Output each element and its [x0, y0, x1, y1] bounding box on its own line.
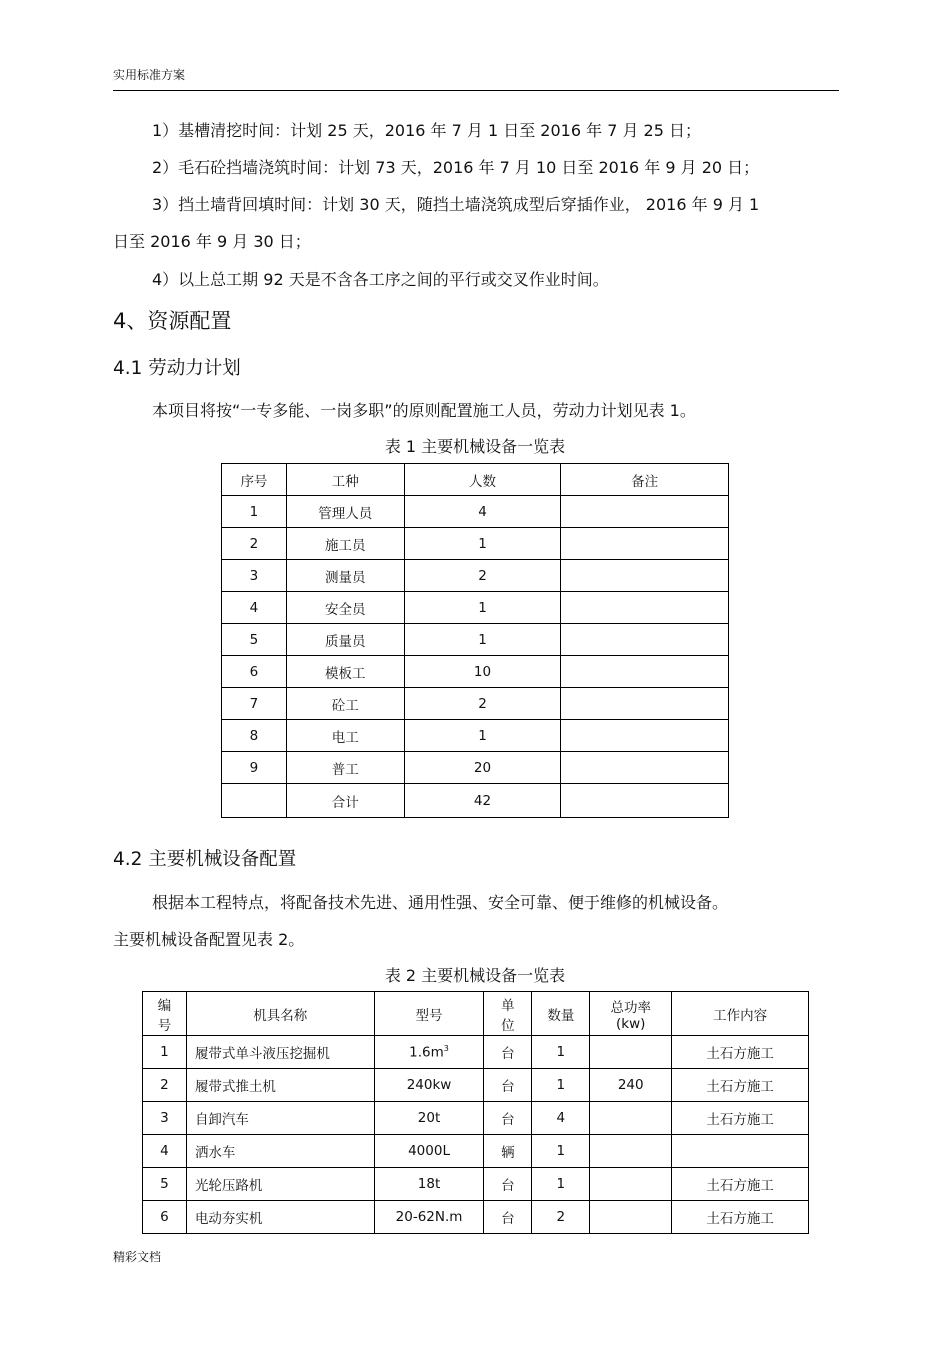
table-total-row	[222, 784, 729, 818]
table-cell: 1	[143, 1036, 187, 1069]
table-cell: 自卸汽车	[186, 1102, 374, 1135]
table-cell: 5	[143, 1168, 187, 1201]
table-cell: 普工	[286, 752, 404, 784]
table-cell: 电动夯实机	[186, 1201, 374, 1234]
equipment-table	[142, 991, 809, 1234]
table-cell: 1	[532, 1168, 590, 1201]
table-cell	[590, 1201, 672, 1234]
table-cell: 20t	[374, 1102, 484, 1135]
table-cell: 240kw	[374, 1069, 484, 1102]
page-footer-text: 精彩文档	[113, 1250, 162, 1264]
table-cell: 土石方施工	[672, 1168, 809, 1201]
header-no-line-2: 号	[157, 1017, 172, 1034]
table-cell: 6	[143, 1201, 187, 1234]
equipment-intro-line-2: 主要机械设备配置见表 2。	[113, 930, 305, 949]
table-cell: 3	[143, 1102, 187, 1135]
table-header-row	[222, 464, 729, 496]
table-header-cell	[590, 992, 672, 1036]
header-unit-line-2: 位	[501, 1017, 515, 1034]
table-header-cell: 工作内容	[672, 992, 809, 1036]
equipment-intro-line-1: 根据本工程特点，将配备技术先进、通用性强、安全可靠、便于维修的机械设备。	[152, 893, 729, 912]
table-cell: 2	[532, 1201, 590, 1234]
table-cell: 土石方施工	[672, 1102, 809, 1135]
table-header-cell: 工种	[286, 464, 404, 496]
table-cell: 台	[484, 1201, 532, 1234]
table-cell: 7	[222, 688, 287, 720]
table-row	[143, 1069, 809, 1102]
table-row	[143, 1036, 809, 1069]
table-cell: 2	[404, 560, 561, 592]
table-row	[143, 1135, 809, 1168]
header-power-line-2: (kw)	[616, 1015, 646, 1032]
table-row	[222, 592, 729, 624]
table-cell	[561, 720, 729, 752]
table-row	[222, 656, 729, 688]
table-cell: 1	[404, 720, 561, 752]
table-header-cell: 数量	[532, 992, 590, 1036]
table-header-cell: 备注	[561, 464, 729, 496]
table-cell: 3	[222, 560, 287, 592]
table-cell: 4	[532, 1102, 590, 1135]
page-header-title: 实用标准方案	[113, 68, 186, 82]
table-header-row	[143, 992, 809, 1036]
model-superscript: 3	[443, 1043, 449, 1053]
table-cell	[561, 528, 729, 560]
table-cell: 6	[222, 656, 287, 688]
table-cell: 土石方施工	[672, 1036, 809, 1069]
table-cell	[561, 624, 729, 656]
table-cell: 240	[590, 1069, 672, 1102]
table-cell: 2	[222, 528, 287, 560]
table-cell	[374, 1036, 484, 1069]
table-cell: 辆	[484, 1135, 532, 1168]
table-cell: 测量员	[286, 560, 404, 592]
schedule-item-4: 4）以上总工期 92 天是不含各工序之间的平行或交叉作业时间。	[152, 270, 609, 289]
header-divider	[113, 90, 839, 91]
table-cell: 1	[532, 1036, 590, 1069]
table-cell: 10	[404, 656, 561, 688]
table-cell: 20	[404, 752, 561, 784]
table-row	[222, 720, 729, 752]
table-cell: 4000L	[374, 1135, 484, 1168]
table-row	[143, 1168, 809, 1201]
table-cell	[590, 1168, 672, 1201]
schedule-item-3: 3）挡土墙背回填时间：计划 30 天，随挡土墙浇筑成型后穿插作业， 2016 年 9 月 1	[152, 195, 760, 214]
table-cell: 台	[484, 1168, 532, 1201]
model-value: 1.6m	[409, 1044, 444, 1061]
table-cell: 20-62N.m	[374, 1201, 484, 1234]
table-cell: 8	[222, 720, 287, 752]
labor-plan-table	[221, 463, 729, 818]
table-row	[143, 1102, 809, 1135]
table-row	[143, 1201, 809, 1234]
table-row	[222, 560, 729, 592]
table-cell: 履带式单斗液压挖掘机	[186, 1036, 374, 1069]
table-1-caption: 表 1 主要机械设备一览表	[384, 437, 566, 456]
table-cell	[672, 1135, 809, 1168]
schedule-item-1: 1）基槽清挖时间：计划 25 天，2016 年 7 月 1 日至 2016 年 7 月 25 日；	[152, 121, 701, 140]
table-header-cell: 人数	[404, 464, 561, 496]
schedule-item-2: 2）毛石砼挡墙浇筑时间：计划 73 天，2016 年 7 月 10 日至 2016 年 9 月 20 日；	[152, 158, 760, 177]
table-row	[222, 528, 729, 560]
table-header-cell	[484, 992, 532, 1036]
table-row	[222, 624, 729, 656]
table-cell: 台	[484, 1036, 532, 1069]
table-header-cell: 机具名称	[186, 992, 374, 1036]
table-cell	[561, 688, 729, 720]
table-cell: 4	[222, 592, 287, 624]
table-cell	[590, 1135, 672, 1168]
table-cell: 1	[404, 528, 561, 560]
table-cell: 42	[404, 784, 561, 818]
table-cell	[561, 560, 729, 592]
table-header-cell: 序号	[222, 464, 287, 496]
table-cell: 1	[532, 1069, 590, 1102]
table-cell: 合计	[286, 784, 404, 818]
table-cell: 台	[484, 1102, 532, 1135]
table-row	[222, 496, 729, 528]
table-cell: 电工	[286, 720, 404, 752]
table-cell: 4	[404, 496, 561, 528]
table-cell: 洒水车	[186, 1135, 374, 1168]
table-cell: 履带式推土机	[186, 1069, 374, 1102]
table-cell: 土石方施工	[672, 1069, 809, 1102]
table-cell	[222, 784, 287, 818]
table-cell	[590, 1036, 672, 1069]
table-cell	[561, 752, 729, 784]
section-4-heading: 4、资源配置	[113, 309, 232, 333]
table-cell: 9	[222, 752, 287, 784]
table-cell	[561, 496, 729, 528]
section-4-1-heading: 4.1 劳动力计划	[113, 358, 241, 379]
header-power-line-1: 总功率	[610, 999, 651, 1016]
table-cell	[561, 784, 729, 818]
table-cell: 2	[143, 1069, 187, 1102]
table-cell: 1	[532, 1135, 590, 1168]
table-cell: 施工员	[286, 528, 404, 560]
table-cell: 台	[484, 1069, 532, 1102]
table-cell	[561, 656, 729, 688]
table-cell: 4	[143, 1135, 187, 1168]
table-row	[222, 752, 729, 784]
labor-plan-intro: 本项目将按“一专多能、一岗多职”的原则配置施工人员，劳动力计划见表 1。	[152, 401, 696, 420]
table-cell: 砼工	[286, 688, 404, 720]
table-cell	[561, 592, 729, 624]
schedule-item-3-continued: 日至 2016 年 9 月 30 日；	[113, 232, 311, 251]
table-cell: 1	[222, 496, 287, 528]
table-cell: 光轮压路机	[186, 1168, 374, 1201]
table-cell: 1	[404, 592, 561, 624]
header-unit-line-1: 单	[501, 997, 515, 1014]
table-cell: 5	[222, 624, 287, 656]
table-cell: 2	[404, 688, 561, 720]
table-row	[222, 688, 729, 720]
table-header-cell	[143, 992, 187, 1036]
table-cell: 管理人员	[286, 496, 404, 528]
table-cell: 安全员	[286, 592, 404, 624]
table-cell: 18t	[374, 1168, 484, 1201]
table-cell	[590, 1102, 672, 1135]
table-header-cell: 型号	[374, 992, 484, 1036]
table-cell: 土石方施工	[672, 1201, 809, 1234]
table-cell: 1	[404, 624, 561, 656]
table-cell: 模板工	[286, 656, 404, 688]
table-2-caption: 表 2 主要机械设备一览表	[384, 966, 566, 985]
header-no-line-1: 编	[157, 997, 172, 1014]
table-cell: 质量员	[286, 624, 404, 656]
section-4-2-heading: 4.2 主要机械设备配置	[113, 849, 297, 870]
